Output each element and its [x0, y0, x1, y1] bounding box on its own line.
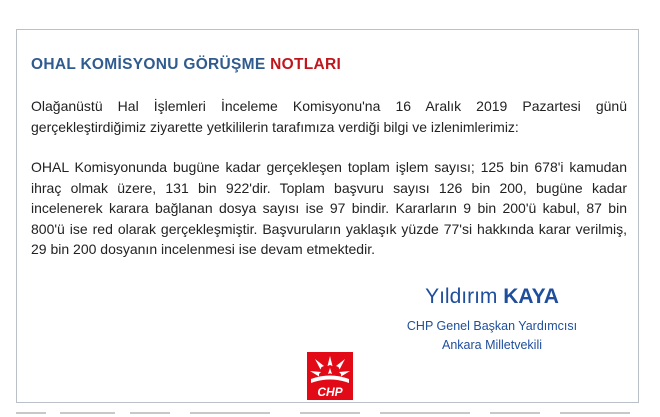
chp-logo-icon — [307, 352, 353, 400]
next-page-edge — [0, 409, 660, 417]
signer-first-name: Yıldırım — [425, 285, 498, 308]
signer-region: Ankara Milletvekili — [441, 338, 543, 352]
heading-title: OHAL KOMİSYONU GÖRÜŞME — [31, 56, 266, 73]
signer-name — [367, 285, 617, 309]
intro-paragraph: Olağanüstü Hal İşlemleri İnceleme Komisyonu'na 16 Aralık 2019 Pazartesi günü gerçekleştirdiğimiz ziyarette yetkililerin tarafımıza verdiği bilgi ve izlenimlerimiz: — [31, 98, 627, 135]
notes-card — [16, 29, 639, 403]
signer-surname: KAYA — [503, 285, 559, 308]
heading-notes-word: NOTLARI — [270, 56, 342, 73]
document-heading — [31, 56, 341, 74]
statistics-paragraph: OHAL Komisyonunda bugüne kadar gerçekleşen toplam işlem sayısı; 125 bin 678'i kamudan ihraç olmak üzere, 131 bin 922'dir. Toplam başvuru sayısı 126 bin 200, bugüne kadar incelenerek karara bağlanan dosya sayısı ise 97 bindir. Kararların 9 bin 200'ü kabul, 87 bin 800'ü ise red olarak gerçekleşmiştir. Başvuruların yaklaşık yüzde 77'si hakkında karar verilmiş, 29 bin 200 dosyanın incelenmesi ise devam etmektedir. — [31, 159, 627, 257]
logo-text: CHP — [317, 385, 343, 399]
signer-title: CHP Genel Başkan Yardımcısı — [406, 319, 578, 333]
